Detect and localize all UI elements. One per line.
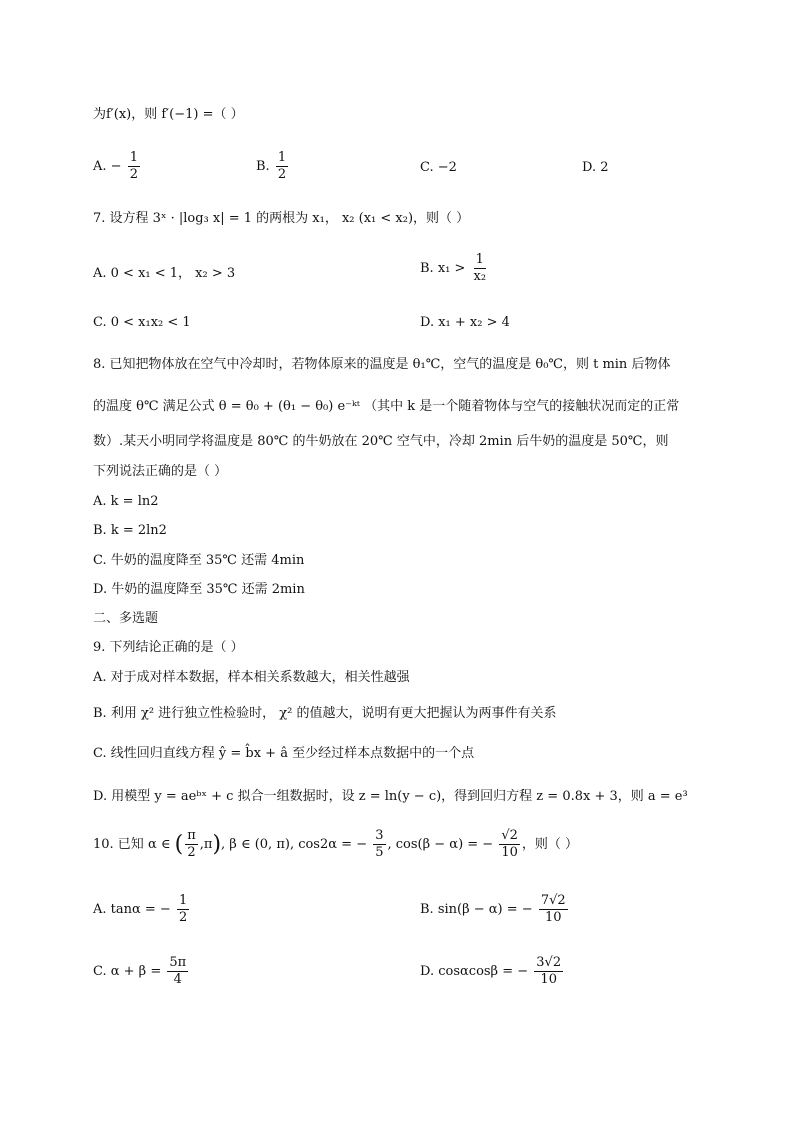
- q10-option-c-den: 4: [173, 972, 182, 987]
- q10-option-d-num: 3√2: [536, 955, 562, 970]
- q6-option-a-den: 2: [129, 167, 138, 182]
- q6-option-b-fraction: [276, 150, 288, 183]
- q7-option-b-den: x₂: [473, 269, 487, 284]
- q10-option-b-den: 10: [544, 910, 562, 925]
- q6-option-c: C. −2: [420, 160, 457, 175]
- q10-option-c-label: C. α + β =: [93, 964, 162, 979]
- q10-option-d-den: 10: [540, 972, 557, 987]
- q10-cos2a-num: 3: [375, 828, 384, 843]
- q10-right-paren: ): [212, 832, 222, 857]
- q10-option-a-num: 1: [178, 893, 188, 908]
- q10-option-a-label: A. tanα = −: [93, 902, 171, 917]
- q10-option-b-num: 7√2: [540, 893, 566, 908]
- q8-stem-line-2: 的温度 θ℃ 满足公式 θ = θ₀ + (θ₁ − θ₀) e⁻ᵏᵗ （其中 k 是一个随着物体与空气的接触状况而定的正常: [93, 399, 680, 414]
- q7-option-b-label: B. x₁ >: [420, 261, 466, 276]
- q10-option-d: [420, 955, 565, 988]
- q6-option-a-label: A. −: [93, 159, 122, 174]
- q10-option-c-fraction: [167, 955, 188, 988]
- q9-stem: 9. 下列结论正确的是（ ）: [93, 640, 244, 655]
- q8-stem-line-1: 8. 已知把物体放在空气中冷却时，若物体原来的温度是 θ₁℃，空气的温度是 θ₀℃，则 t min 后物体: [93, 357, 671, 372]
- q10-stem-mid: , β ∈ (0, π), cos2α = −: [221, 837, 368, 852]
- q6-option-a-num: 1: [129, 150, 138, 165]
- q7-option-d: D. x₁ + x₂ > 4: [420, 315, 510, 330]
- q6-option-b-label: B.: [256, 159, 270, 174]
- q6-option-a: [93, 150, 142, 183]
- q10-option-a-den: 2: [178, 910, 188, 925]
- q10-cos-diff-num: √2: [501, 828, 518, 843]
- q8-stem-line-3: 数）.某天小明同学将温度是 80℃ 的牛奶放在 20℃ 空气中，冷却 2min 后牛奶的温度是 50℃，则: [93, 434, 669, 449]
- q10-option-b-fraction: [539, 893, 568, 926]
- q7-option-a: A. 0 < x₁ < 1， x₂ > 3: [93, 266, 236, 281]
- q10-cos-diff-fraction: [499, 828, 520, 861]
- q6-option-b-num: 1: [277, 150, 287, 165]
- q10-option-a: [93, 893, 191, 926]
- q8-option-c: C. 牛奶的温度降至 35℃ 还需 4min: [93, 553, 305, 568]
- q8-option-a: A. k = ln2: [93, 494, 159, 509]
- q10-stem: [93, 828, 578, 861]
- section-heading-multiple-choice: 二、多选题: [93, 611, 159, 626]
- q8-option-b: B. k = 2ln2: [93, 523, 167, 538]
- q9-option-b: B. 利用 χ² 进行独立性检验时， χ² 的值越大，说明有更大把握认为两事件有关系: [93, 706, 557, 721]
- q10-stem-prefix: 10. 已知 α ∈: [93, 837, 171, 852]
- q10-left-paren: (: [174, 832, 184, 857]
- q7-option-c: C. 0 < x₁x₂ < 1: [93, 315, 191, 330]
- q10-pi-over-2: [185, 828, 198, 861]
- q7-option-b-num: 1: [475, 252, 484, 267]
- q10-interval-end: ,π: [199, 837, 213, 852]
- q8-stem-line-4: 下列说法正确的是（ ）: [93, 464, 228, 479]
- q10-cos2a-den: 5: [375, 845, 384, 860]
- q9-option-d: D. 用模型 y = aeᵇˣ + c 拟合一组数据时，设 z = ln(y − c)，得到回归方程 z = 0.8x + 3，则 a = e³: [93, 789, 688, 804]
- q6-option-a-fraction: [128, 150, 140, 183]
- q10-pi-den: 2: [187, 845, 196, 860]
- q6-option-d: D. 2: [582, 160, 609, 175]
- q6-stem-tail: 为f′(x)，则 f′(−1) =（ ）: [93, 107, 244, 122]
- q10-option-a-fraction: [177, 893, 189, 926]
- q7-stem: 7. 设方程 3ˣ · |log₃ x| = 1 的两根为 x₁， x₂ (x₁ < x₂)，则（ ）: [93, 211, 470, 226]
- q10-cos2a-fraction: [373, 828, 385, 861]
- q10-option-d-fraction: [534, 955, 563, 988]
- q10-option-b: [420, 893, 570, 926]
- q10-option-b-label: B. sin(β − α) = −: [420, 902, 533, 917]
- q10-cos-diff-den: 10: [501, 845, 518, 860]
- q8-option-d: D. 牛奶的温度降至 35℃ 还需 2min: [93, 582, 305, 597]
- q6-option-b-den: 2: [277, 167, 287, 182]
- q10-stem-mid-2: , cos(β − α) = −: [387, 837, 494, 852]
- q10-pi-num: π: [187, 828, 196, 843]
- q6-option-b: [256, 150, 290, 183]
- q7-option-b: [420, 252, 490, 285]
- q9-option-a: A. 对于成对样本数据，样本相关系数越大，相关性越强: [93, 670, 410, 685]
- q10-option-c-num: 5π: [169, 955, 187, 970]
- q9-option-c: C. 线性回归直线方程 ŷ = b̂x + â 至少经过样本点数据中的一个点: [93, 746, 475, 761]
- q10-option-d-label: D. cosαcosβ = −: [420, 964, 529, 979]
- q10-option-c: [93, 955, 190, 988]
- q10-stem-end: ，则（ ）: [521, 837, 579, 852]
- q7-option-b-fraction: [472, 252, 489, 285]
